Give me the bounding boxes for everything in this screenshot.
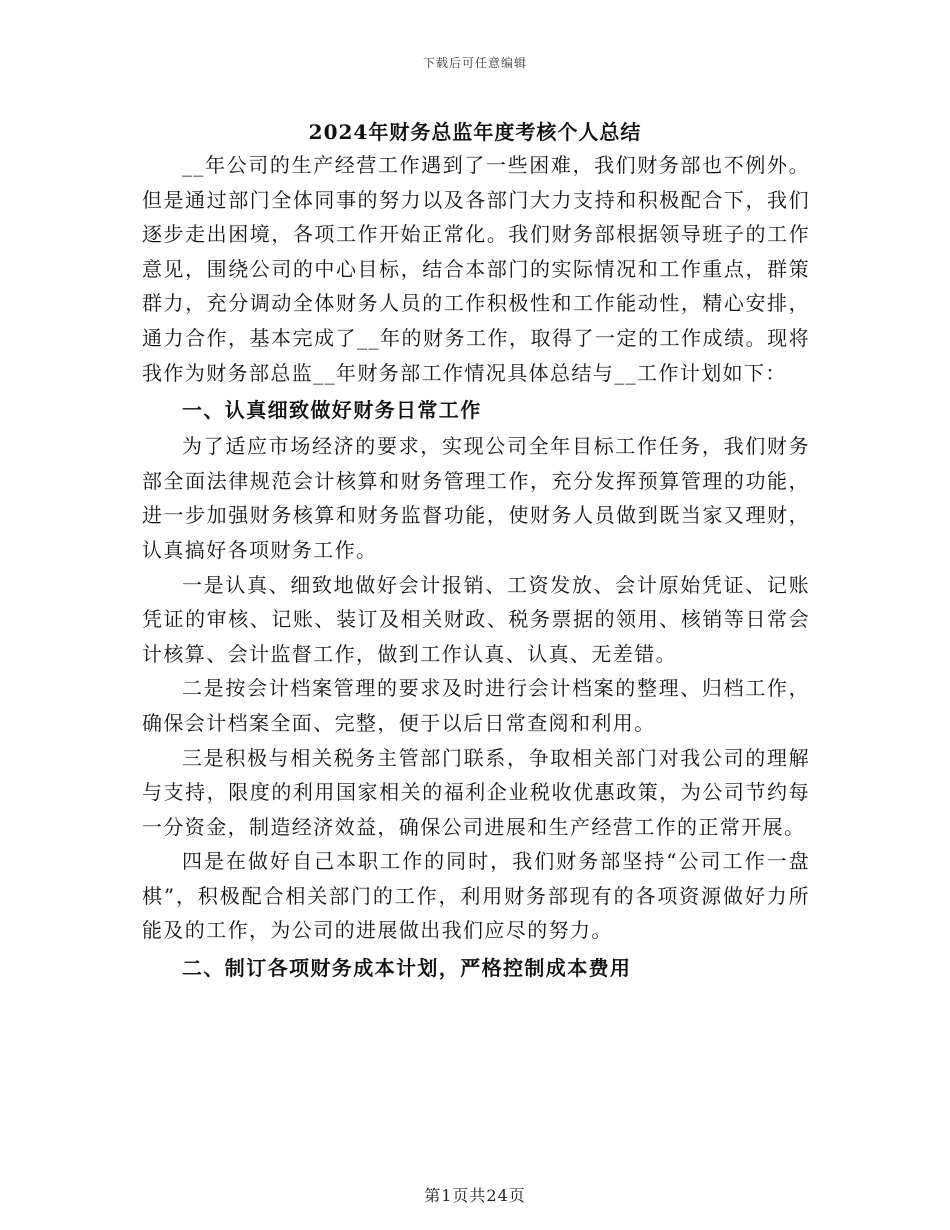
document-title: 2024年财务总监年度考核个人总结 <box>308 120 642 144</box>
intro-paragraph: __年公司的生产经营工作遇到了一些困难，我们财务部也不例外。但是通过部门全体同事的努力以及各部门大力支持和积极配合下，我们逐步走出困境，各项工作开始正常化。我们财务部根据领导班子的工作意见，围绕公司的中心目标，结合本部门的实际情况和工作重点，群策群力，充分调动全体财务人员的工作积极性和工作能动性，精心安排，通力合作，基本完成了__年的财务工作，取得了一定的工作成绩。现将我作为财务部总监__年财务部工作情况具体总结与__工作计划如下： <box>142 153 810 385</box>
section-1-paragraph-1: 为了适应市场经济的要求，实现公司全年目标工作任务，我们财务部全面法律规范会计核算和财务管理工作，充分发挥预算管理的功能，进一步加强财务核算和财务监督功能，使财务人员做到既当家又理财，认真搞好各项财务工作。 <box>142 434 810 562</box>
section-1-paragraph-4: 三是积极与相关税务主管部门联系，争取相关部门对我公司的理解与支持，限度的利用国家相关的福利企业税收优惠政策，为公司节约每一分资金，制造经济效益，确保公司进展和生产经营工作的正常开展。 <box>142 745 810 839</box>
section-1-paragraph-3: 二是按会计档案管理的要求及时进行会计档案的整理、归档工作，确保会计档案全面、完整，便于以后日常查阅和利用。 <box>142 676 810 735</box>
section-1-paragraph-2: 一是认真、细致地做好会计报销、工资发放、会计原始凭证、记账凭证的审核、记账、装订及相关财政、税务票据的领用、核销等日常会计核算、会计监督工作，做到工作认真、认真、无差错。 <box>142 572 810 666</box>
document-body <box>142 148 810 987</box>
section-2-heading: 二、制订各项财务成本计划，严格控制成本费用 <box>182 956 632 981</box>
header-note: 下载后可任意编辑 <box>422 56 527 70</box>
section-1-paragraph-5: 四是在做好自己本职工作的同时，我们财务部坚持“公司工作一盘棋”，积极配合相关部门的工作，利用财务部现有的各项资源做好力所能及的工作，为公司的进展做出我们应尽的努力。 <box>142 849 810 943</box>
section-1-heading: 一、认真细致做好财务日常工作 <box>182 398 482 423</box>
page-footer: 第1页共24页 <box>424 1186 526 1205</box>
